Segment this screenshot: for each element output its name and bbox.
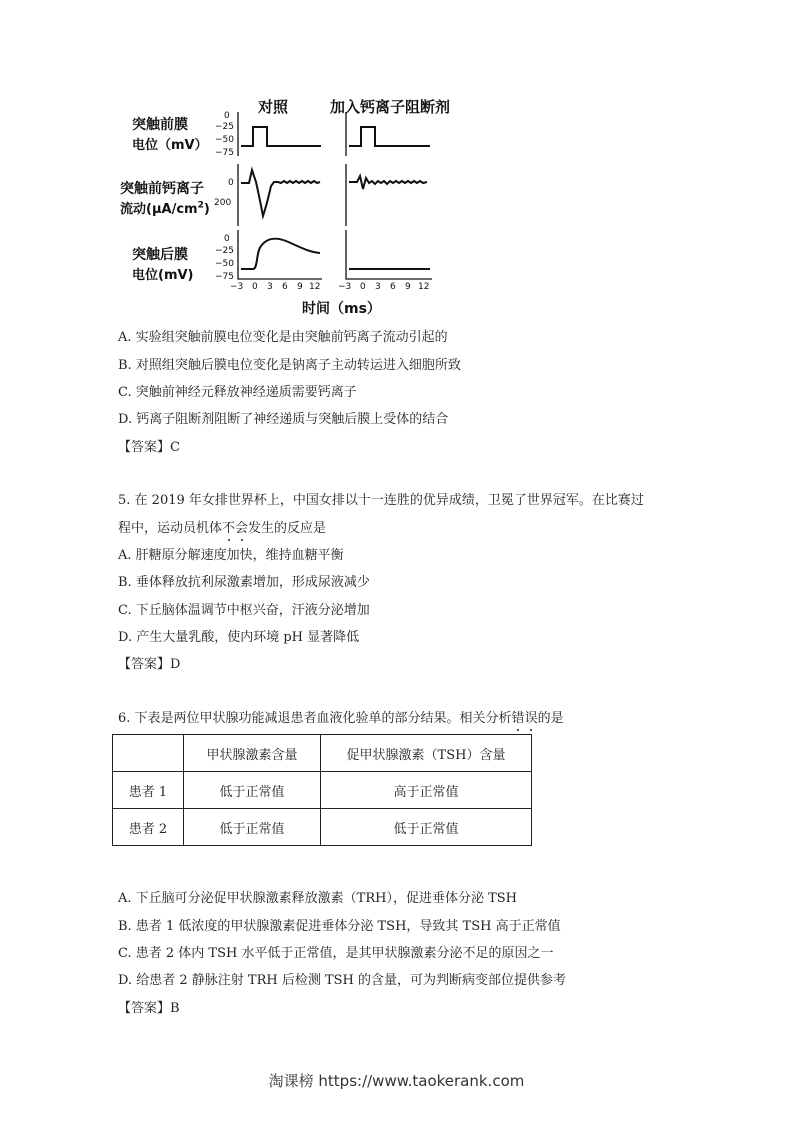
x-tick-left-9: 9 bbox=[297, 282, 303, 292]
x-tick-left-6: 6 bbox=[282, 282, 288, 292]
q6-option-d: D. 给患者 2 静脉注射 TRH 后检测 TSH 的含量，可为判断病变部位提供参考 bbox=[118, 973, 566, 988]
q6-emphasis-1: 错 bbox=[511, 711, 525, 726]
table-row bbox=[113, 809, 532, 846]
x-tick-right-12: 12 bbox=[418, 282, 430, 292]
x-tick-left-12: 12 bbox=[309, 282, 321, 292]
row1-tick-0: 0 bbox=[224, 111, 230, 121]
q5-option-d: D. 产生大量乳酸，使内环境 pH 显著降低 bbox=[118, 630, 360, 645]
row2-label-prefix: 流动 bbox=[120, 202, 147, 217]
trace-blocker-presyn-potential bbox=[349, 127, 430, 146]
x-tick-right-3: 3 bbox=[375, 282, 381, 292]
col-title-blocker: 加入钙离子阻断剂 bbox=[330, 98, 451, 116]
table-header-empty bbox=[113, 735, 184, 772]
thyroid-results-table bbox=[112, 734, 532, 846]
synapse-figure bbox=[110, 92, 470, 322]
q5-stem-line1: 5. 在 2019 年女排世界杯上，中国女排以十一连胜的优异成绩，卫冕了世界冠军。在比赛过 bbox=[118, 493, 644, 508]
trace-control-presyn-potential bbox=[241, 127, 321, 146]
q5-option-c: C. 下丘脑体温调节中枢兴奋，汗液分泌增加 bbox=[118, 603, 370, 618]
table-header-thyroid-hormone: 甲状腺激素含量 bbox=[184, 735, 321, 772]
q5-stem-line2-post: 发生的反应是 bbox=[248, 521, 327, 536]
row1-tick-25: −25 bbox=[215, 122, 234, 132]
x-tick-left-0: 0 bbox=[252, 282, 258, 292]
row3-tick-50: −50 bbox=[215, 259, 234, 269]
x-axis-title: 时间（ms） bbox=[302, 301, 381, 317]
q5-emphasis-1: 不 bbox=[222, 521, 236, 536]
row3-label-line1: 突触后膜 bbox=[132, 247, 188, 263]
q6-option-c: C. 患者 2 体内 TSH 水平低于正常值，是其甲状腺激素分泌不足的原因之一 bbox=[118, 946, 554, 961]
x-tick-right-9: 9 bbox=[405, 282, 411, 292]
trace-control-postsyn-potential bbox=[241, 239, 320, 269]
row2-tick-200: 200 bbox=[214, 198, 232, 208]
row1-label-line2: 电位（mV） bbox=[132, 138, 208, 153]
row1-tick-50: −50 bbox=[215, 135, 234, 145]
q4-option-a: A. 实验组突触前膜电位变化是由突触前钙离子流动引起的 bbox=[118, 330, 448, 345]
row2-label-unit: (μA/cm bbox=[146, 202, 198, 217]
q6-answer: 【答案】B bbox=[118, 1001, 180, 1016]
q5-stem-line2-pre: 程中，运动员机体 bbox=[118, 521, 223, 536]
q6-option-b: B. 患者 1 低浓度的甲状腺激素促进垂体分泌 TSH，导致其 TSH 高于正常值 bbox=[118, 919, 561, 934]
q5-option-b: B. 垂体释放抗利尿激素增加，形成尿液减少 bbox=[118, 575, 370, 590]
row2-tick-0: 0 bbox=[228, 178, 234, 188]
table-cell-patient: 患者 1 bbox=[113, 772, 184, 809]
q4-option-d: D. 钙离子阻断剂阻断了神经递质与突触后膜上受体的结合 bbox=[118, 412, 449, 427]
q5-emphasis-2: 会 bbox=[235, 521, 249, 536]
q6-stem bbox=[118, 707, 564, 726]
row2-label-end: ) bbox=[203, 202, 210, 217]
axis-right-row3 bbox=[346, 230, 432, 279]
q6-stem-post: 的是 bbox=[537, 711, 564, 726]
row2-label-sup: 2 bbox=[197, 200, 204, 211]
q6-option-a: A. 下丘脑可分泌促甲状腺激素释放激素（TRH），促进垂体分泌 TSH bbox=[118, 891, 517, 906]
table-row bbox=[113, 772, 532, 809]
table-header-row bbox=[113, 735, 532, 772]
axis-left-row3 bbox=[238, 230, 322, 279]
q5-answer: 【答案】D bbox=[118, 657, 181, 672]
q5-stem-line2 bbox=[118, 517, 326, 536]
trace-blocker-calcium-current bbox=[349, 176, 427, 189]
x-tick-left-m3: −3 bbox=[230, 282, 244, 292]
row3-tick-75: −75 bbox=[215, 272, 234, 282]
row2-label-line1: 突触前钙离子 bbox=[120, 181, 204, 197]
figure-traces bbox=[110, 92, 470, 322]
table-header-tsh: 促甲状腺激素（TSH）含量 bbox=[321, 735, 532, 772]
row3-tick-0: 0 bbox=[224, 234, 230, 244]
row3-tick-25: −25 bbox=[215, 246, 234, 256]
table-cell-thyroid-hormone: 低于正常值 bbox=[184, 772, 321, 809]
q4-option-c: C. 突触前神经元释放神经递质需要钙离子 bbox=[118, 385, 357, 400]
q6-stem-pre: 6. 下表是两位甲状腺功能减退患者血液化验单的部分结果。相关分析 bbox=[118, 711, 512, 726]
table-cell-tsh: 低于正常值 bbox=[321, 809, 532, 846]
table-cell-thyroid-hormone: 低于正常值 bbox=[184, 809, 321, 846]
table-cell-patient: 患者 2 bbox=[113, 809, 184, 846]
col-title-control: 对照 bbox=[258, 98, 289, 116]
q6-emphasis-2: 误 bbox=[524, 711, 538, 726]
x-tick-right-0: 0 bbox=[360, 282, 366, 292]
row3-label-line2: 电位(mV) bbox=[132, 268, 194, 283]
q5-option-a: A. 肝糖原分解速度加快，维持血糖平衡 bbox=[118, 548, 344, 563]
footer-watermark: 淘课榜 https://www.taokerank.com bbox=[268, 1072, 525, 1090]
x-tick-left-3: 3 bbox=[267, 282, 273, 292]
table-cell-tsh: 高于正常值 bbox=[321, 772, 532, 809]
q4-answer: 【答案】C bbox=[118, 440, 180, 455]
q4-option-b: B. 对照组突触后膜电位变化是钠离子主动转运进入细胞所致 bbox=[118, 358, 461, 373]
trace-control-calcium-current bbox=[241, 170, 320, 216]
x-tick-right-m3: −3 bbox=[338, 282, 352, 292]
x-tick-right-6: 6 bbox=[390, 282, 396, 292]
row1-tick-75: −75 bbox=[215, 148, 234, 158]
row1-label-line1: 突触前膜 bbox=[132, 117, 188, 133]
